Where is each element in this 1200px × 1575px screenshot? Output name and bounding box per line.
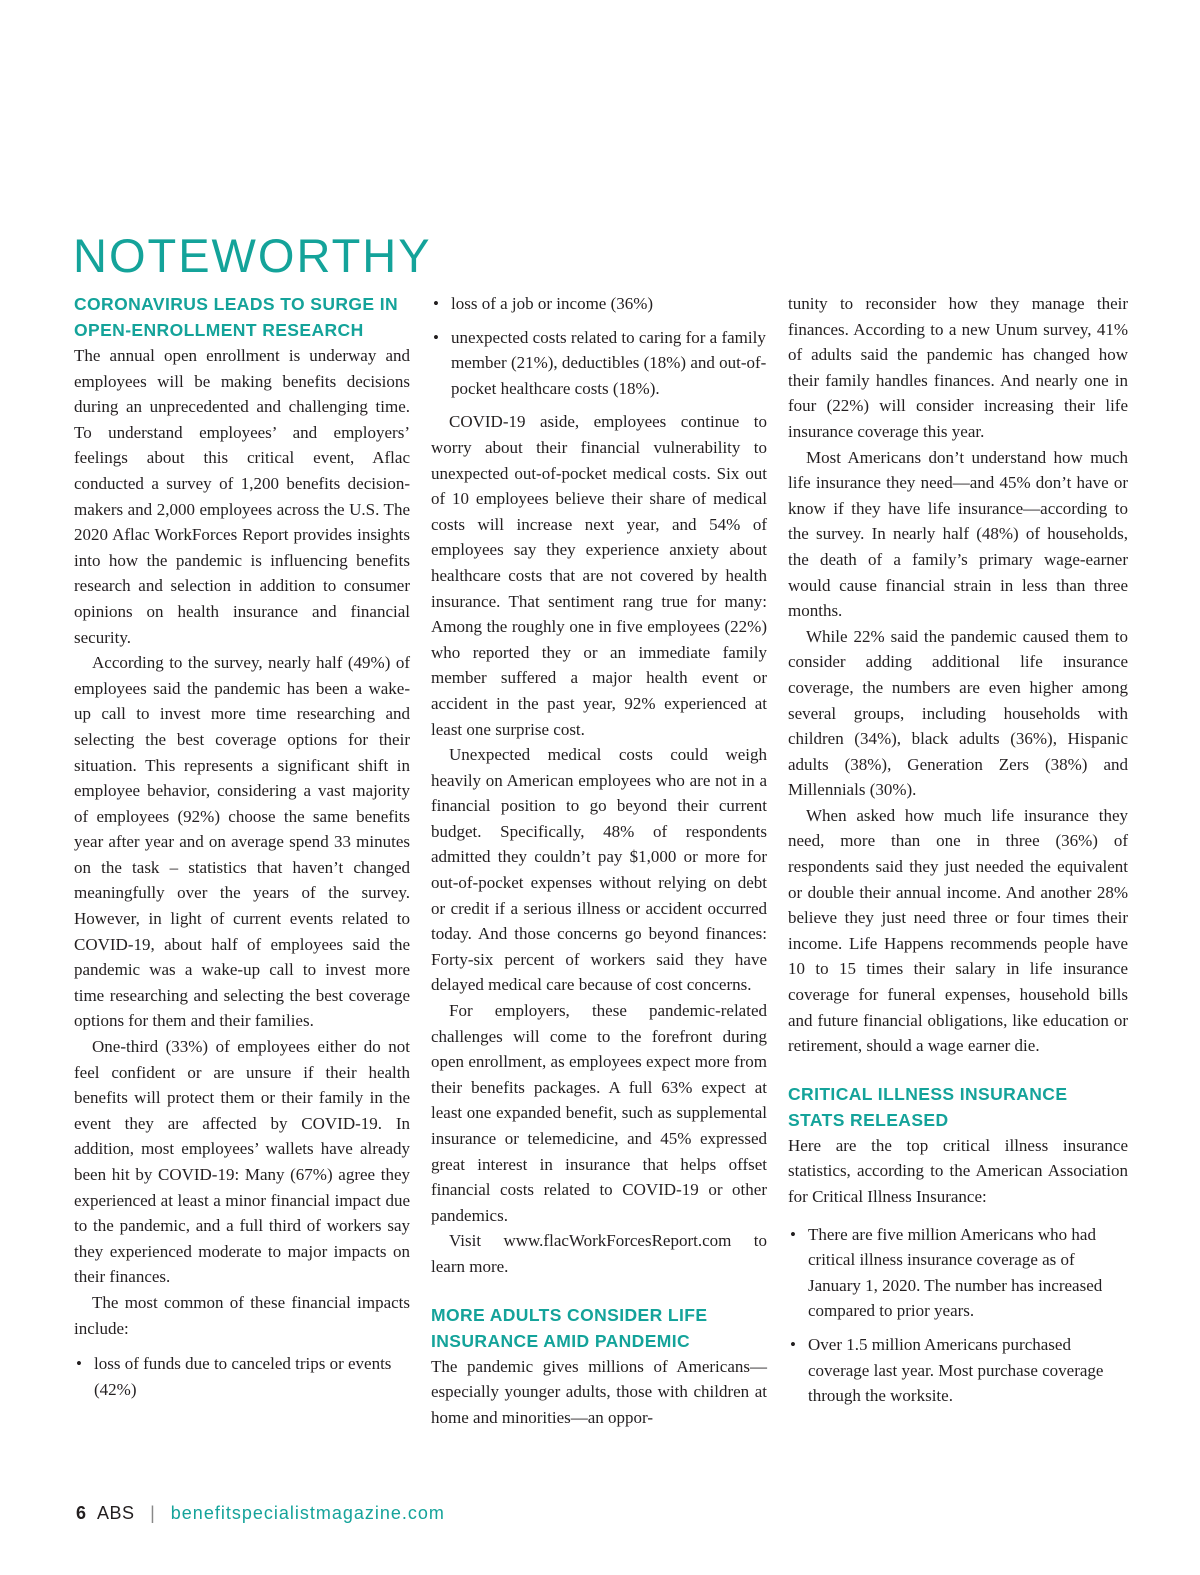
paragraph: Visit www.flacWorkForcesReport.com to learn more. [431,1231,767,1276]
list-item [431,291,767,317]
list-item [788,1222,1128,1324]
footer-separator: | [150,1503,156,1523]
page-title: NOTEWORTHY [73,229,432,282]
paragraph: While 22% said the pandemic caused them to consider adding additional life insurance coverage, the numbers are even higher among several groups, including households with children (34%), black adults (36%), Hispanic adults (38%), Generation Zers (38%) and Millennials (30%). [788,626,1128,800]
list-item-text: Over 1.5 million Americans purchased coverage last year. Most purchase coverage through the worksite. [808,1334,1104,1406]
bullet-list [74,1351,410,1402]
column-1 [74,291,410,1410]
bullet-list [788,1222,1128,1409]
list-item [74,1351,410,1402]
list-item [788,1332,1128,1409]
paragraph: Here are the top critical illness insurance statistics, according to the American Association for Critical Illness Insurance: [788,1135,1128,1206]
bullet-icon: • [790,1224,796,1244]
paragraph: According to the survey, nearly half (49%) of employees said the pandemic has been a wake-up call to invest more time researching and selecting the best coverage options for their situation. This represents a significant shift in employee behavior, considering a vast majority of employees (92%) choose the same benefits year after year and on average spend 33 minutes on the task – statistics that haven’t changed meaningfully over the years of the survey. However, in light of current events related to COVID-19, about half of employees said the pandemic was a wake-up call to invest more time researching and selecting the best coverage options for them and their families. [74,653,410,1031]
paragraph: When asked how much life insurance they need, more than one in three (36%) of respondents said they just needed the equivalent or double their annual income. And another 28% believe they just need three or four times their income. Life Happens recommends people have 10 to 15 times their salary in life insurance coverage for funeral expenses, household bills and future financial obligations, like education or retirement, should a wage earner die. [788,805,1128,1056]
article-heading: MORE ADULTS CONSIDER LIFE INSURANCE AMID PANDEMIC [431,1304,708,1351]
paragraph: For employers, these pandemic-related challenges will come to the forefront during open enrollment, as employees expect more from their benefits packages. A full 63% expect at least one expanded benefit, such as supplemental insurance or telemedicine, and 45% expressed great interest in insurance that helps offset financial costs related to COVID-19 or other pandemics. [431,1001,767,1225]
paragraph: Most Americans don’t understand how much life insurance they need—and 45% don’t have or know if they have life insurance—according to the survey. In nearly half (48%) of households, the death of a family’s primary wage-earner would cause financial strain in less than three months. [788,447,1128,621]
column-3 [788,291,1128,1417]
page-number: 6 [76,1503,87,1523]
paragraph: The pandemic gives millions of Americans—especially younger adults, those with children at home and minorities—an oppor- [431,1356,767,1427]
bullet-icon: • [76,1354,82,1374]
bullet-icon: • [790,1334,796,1354]
article-heading: CORONAVIRUS LEADS TO SURGE IN OPEN-ENROLLMENT RESEARCH [74,294,399,340]
website-link[interactable]: benefitspecialistmagazine.com [170,1503,445,1523]
list-item-text: There are five million Americans who had critical illness insurance coverage as of January 1, 2020. The number has increased compared to prior years. [808,1224,1103,1321]
paragraph: COVID-19 aside, employees continue to worry about their financial vulnerability to unexpected out-of-pocket medical costs. Six out of 10 employees believe their share of medical costs will increase next year, and 54% of employees say they experience anxiety about healthcare costs that are not covered by health insurance. That sentiment rang true for many: Among the roughly one in five employees (22%) who reported they or an immediate family member suffered a major health event or accident in the past year, 92% experienced at least one surprise cost. [431,412,767,739]
bullet-list [431,291,767,401]
bullet-icon: • [433,294,439,313]
bullet-icon: • [433,327,439,347]
paragraph: Unexpected medical costs could weigh heavily on American employees who are not in a financial position to go beyond their current budget. Specifically, 48% of respondents admitted they couldn’t pay $1,000 or more for out-of-pocket expenses without relying on debt or credit if a serious illness or accident occurred today. And those concerns go beyond finances: Forty-six percent of workers said they have delayed medical care because of cost concerns. [431,745,767,995]
article-heading: CRITICAL ILLNESS INSURANCE STATS RELEASED [788,1083,1068,1130]
footer [76,1503,445,1524]
list-item-text: loss of a job or income (36%) [451,294,654,313]
column-2 [431,291,767,1430]
list-item [431,325,767,402]
paragraph: The annual open enrollment is underway and employees will be making benefits decisions during an unprecedented and challenging time. To understand employees’ and employers’ feelings about this critical event, Aflac conducted a survey of 1,200 benefits decision-makers and 2,000 employees across the U.S. The 2020 Aflac WorkForces Report provides insights into how the pandemic is influencing benefits research and selection in addition to consumer opinions on health insurance and financial security. [74,346,410,647]
paragraph: One-third (33%) of employees either do not feel confident or are unsure if their health benefits will protect them or their family in the event they are affected by COVID-19. In addition, most employees’ wallets have already been hit by COVID-19: Many (67%) agree they experienced at least a minor financial impact due to the pandemic, and a full third of workers say they experienced moderate to major impacts on their finances. [74,1037,410,1287]
paragraph: The most common of these financial impacts include: [74,1292,410,1338]
publication-name: ABS [97,1503,135,1523]
paragraph: tunity to reconsider how they manage their finances. According to a new Unum survey, 41% of adults said the pandemic has changed how their family handles finances. And nearly one in four (22%) will consider increasing their life insurance coverage this year. [788,294,1128,441]
list-item-text: unexpected costs related to caring for a family member (21%), deductibles (18%) and out-of-pocket healthcare costs (18%). [451,327,767,398]
list-item-text: loss of funds due to canceled trips or events (42%) [94,1354,392,1399]
